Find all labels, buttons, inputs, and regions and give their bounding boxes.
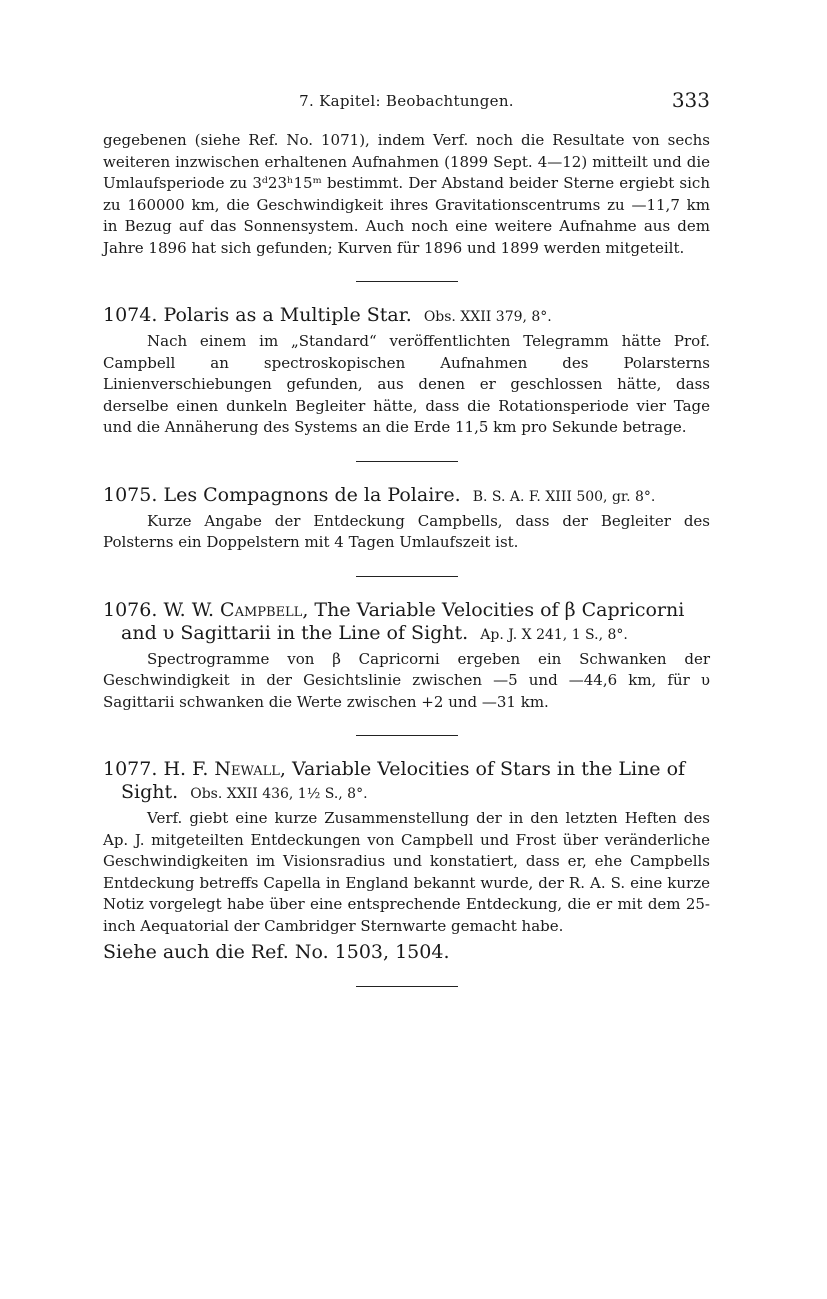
- entry-number: 1076.: [103, 598, 158, 621]
- entry-body: Spectrogramme von β Capricorni ergeben ein Schwanken der Geschwindigkeit in der Gesichtslinie zwischen —5 und —44,6 km, für υ Sagittarii schwanken die Werte zwischen +2 und —31 km.: [103, 649, 710, 711]
- entry-number: 1075.: [103, 483, 158, 506]
- entry-title: Polaris as a Multiple Star.: [163, 304, 412, 326]
- intro-paragraph: gegebenen (siehe Ref. No. 1071), indem Verf. noch die Resultate von sechs weiteren inzwischen erhaltenen Aufnahmen (1899 Sept. 4—12) mitteilt und die Umlaufsperiode zu 3ᵈ23ʰ15ᵐ bestimmt. Der Abstand beider Sterne ergiebt sich zu 160000 km, die Geschwindigkeit ihres Gravitationscentrums zu —11,7 km in Bezug auf das Sonnensystem. Auch noch eine weitere Aufnahme aus dem Jahre 1896 hat sich gefunden; Kurven für 1896 und 1899 werden mitgeteilt.: [103, 131, 710, 257]
- entry-body: Verf. giebt eine kurze Zusammenstellung der in den letzten Heften des Ap. J. mitgeteilten Entdeckungen von Campbell und Frost über veränderliche Geschwindigkeiten im Visionsradius und konstatiert, dass er, ehe Campbells Entdeckung betreffs Capella in England bekannt wurde, der R. A. S. eine kurze Notiz vorgelegt habe über eine entsprechende Entdeckung, die er mit dem 25-inch Aequatorial der Cambridger Sternwarte gemacht habe.: [103, 809, 710, 935]
- entry-heading: [103, 599, 710, 647]
- end-divider: [356, 986, 458, 987]
- entry-body: Nach einem im „Standard“ veröffentlichten Telegramm hätte Prof. Campbell an spectroskopischen Aufnahmen des Polarsterns Linienverschiebungen gefunden, aus denen er geschlossen hätte, dass derselbe einen dunkeln Begleiter hätte, dass die Rotationsperiode vier Tage und die Annäherung des Systems an die Erde 11,5 km pro Sekunde betrage.: [103, 332, 710, 436]
- section-divider: [356, 281, 458, 282]
- entry-1077: [103, 758, 710, 937]
- chapter-title: 7. Kapitel: Beobachtungen.: [299, 92, 514, 110]
- entry-author: W. W. Campbell,: [163, 598, 309, 621]
- entry-body: Kurze Angabe der Entdeckung Campbells, dass der Begleiter des Polsterns ein Doppelstern mit 4 Tagen Umlaufszeit ist.: [103, 511, 710, 551]
- section-divider: [356, 735, 458, 736]
- section-divider: [356, 461, 458, 462]
- entry-author: H. F. Newall,: [163, 758, 286, 780]
- entry-1075: [103, 484, 710, 554]
- entry-number: 1074.: [103, 304, 158, 326]
- entry-title: Variable Velocities of Stars in the Line of Sight.: [121, 758, 686, 803]
- entry-source: Ap. J. X 241, 1 S., 8°.: [480, 626, 628, 643]
- see-also-reference: Siehe auch die Ref. No. 1503, 1504.: [103, 941, 450, 963]
- entry-1076: [103, 599, 710, 714]
- page-number: 333: [671, 88, 710, 112]
- entry-1074: [103, 304, 710, 439]
- entry-source: B. S. A. F. XIII 500, gr. 8°.: [472, 488, 656, 505]
- section-divider: [356, 576, 458, 577]
- entry-number: 1077.: [103, 758, 158, 780]
- entry-source: Obs. XXII 436, 1½ S., 8°.: [190, 786, 368, 802]
- page-content: [103, 130, 710, 987]
- entry-title: Les Compagnons de la Polaire.: [163, 483, 461, 506]
- running-header: [103, 88, 710, 116]
- entry-title: The Variable Velocities of β Capricorni and υ Sagittarii in the Line of Sight.: [121, 598, 685, 644]
- entry-heading: [103, 484, 710, 509]
- entry-source: Obs. XXII 379, 8°.: [423, 309, 552, 325]
- entry-heading: [103, 758, 710, 806]
- entry-heading: [103, 304, 710, 329]
